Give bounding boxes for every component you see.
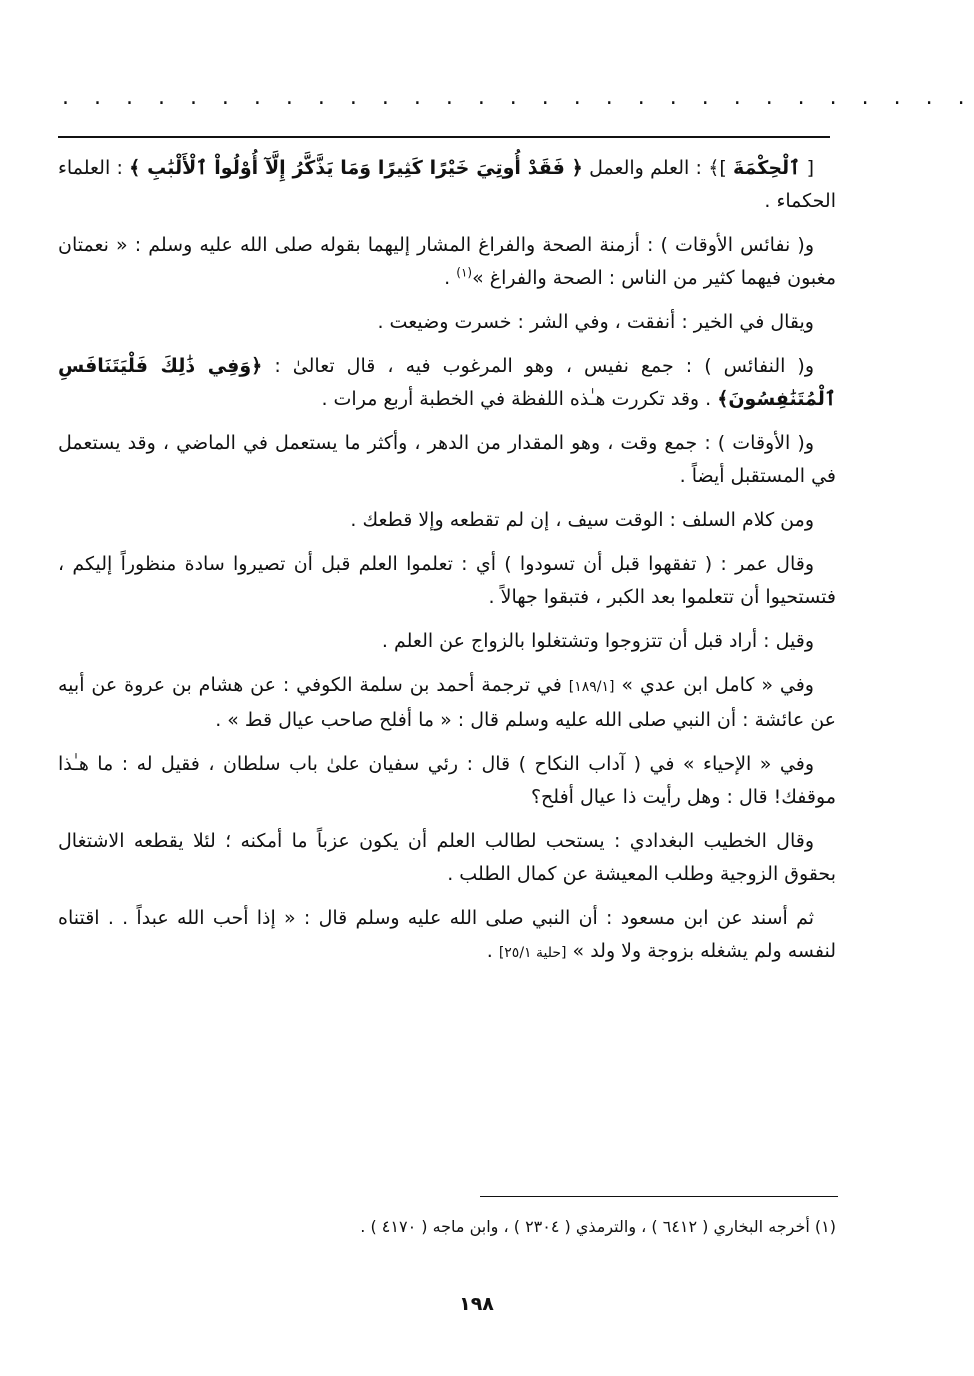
header-rule xyxy=(58,136,830,138)
paragraph-umar xyxy=(58,548,836,614)
paragraph-nafais xyxy=(58,350,836,416)
paragraph-khair-sharr xyxy=(58,306,836,339)
paragraph-ihya xyxy=(58,748,836,814)
paragraph-nafais-awqat xyxy=(58,229,836,295)
paragraph-qila xyxy=(58,625,836,658)
text-segment: في ترجمة أحمد بن سلمة الكوفي : عن هشام بن عروة عن أبيه عن عائشة : أن النبي صلى الله عليه وسلم قال : « ما أفلح صاحب عيال قط » . xyxy=(58,674,836,731)
quran-verse: ﴿ فَقَدْ أُوتِيَ خَيْرًا كَثِيرًا وَمَا يَذَّكَّرُ إِلَّآ أُوْلُواْ ٱلْأَلْبَٰبِ ﴾ xyxy=(129,157,583,179)
text-segment: وفي « الإحياء » في ( آداب النكاح ) قال : رئي سفيان علىٰ باب سلطان ، فقيل له : ما هـٰذا موقفك! قال : وهل رأيت ذا عيال أفلح؟ xyxy=(58,753,836,808)
quran-verse: ٱلْحِكْمَةَ xyxy=(733,157,801,179)
text-segment: و( الأوقات ) : جمع وقت ، وهو المقدار من الدهر ، وأكثر ما يستعمل في الماضي ، وقد يستعمل في المستقبل أيضاً . xyxy=(58,432,836,487)
footnote: (١) أخرجه البخاري ( ٦٤١٢ ) ، والترمذي ( ٢٣٠٤ ) ، وابن ماجه ( ٤١٧٠ ) . xyxy=(360,1217,836,1236)
text-segment: و( النفائس ) : جمع نفيس ، وهو المرغوب فيه ، قال تعالىٰ : xyxy=(262,355,815,377)
text-segment: . xyxy=(486,940,499,962)
footnote-marker: (١) xyxy=(456,265,473,280)
text-segment: وقيل : أراد قبل أن تتزوجوا وتشتغلوا بالزواج عن العلم . xyxy=(381,630,814,652)
text-segment: وفي « كامل ابن عدي » xyxy=(614,674,814,696)
text-segment: . xyxy=(444,267,457,289)
text-segment: ]﴾ : العلم والعمل xyxy=(582,157,734,179)
text-segment: ويقال في الخير : أنفقت ، وفي الشر : خسرت وضيعت . xyxy=(377,311,814,333)
text-segment: ومن كلام السلف : الوقت سيف ، إن لم تقطعه وإلا قطعك . xyxy=(350,509,814,531)
header-dotted-line: . . . . . . . . . . . . . . . . . . . . . . . . . . . . . xyxy=(62,85,974,110)
text-segment: [ xyxy=(800,157,815,179)
paragraph-salaf xyxy=(58,504,836,537)
text-segment: وقال الخطيب البغدادي : يستحب لطالب العلم أن يكون عزباً ما أمكنه ؛ لئلا يقطعه الاشتغال بحقوق الزوجية وطلب المعيشة عن كمال الطلب . xyxy=(58,830,836,885)
footnote-rule xyxy=(480,1196,838,1197)
text-segment: وقال عمر : ( تفقهوا قبل أن تسودوا ) أي : تعلموا العلم قبل أن تصيروا سادة منظوراً إليكم ، فتستحيوا أن تتعلموا بعد الكبر ، فتبقوا جهالاً . xyxy=(58,553,836,608)
source-reference: [١٨٩/١] xyxy=(568,679,615,695)
source-reference: [حلية ٢٥/١] xyxy=(498,945,567,961)
page-number: ١٩٨ xyxy=(459,1293,494,1315)
text-segment: . وقد تكررت هـٰذه اللفظة في الخطبة أربع مرات . xyxy=(321,388,718,410)
paragraph-khatib xyxy=(58,825,836,891)
text-segment: : العلماء الحكماء . xyxy=(58,157,836,212)
paragraph-awqat xyxy=(58,427,836,493)
paragraph-hikma xyxy=(58,152,836,218)
paragraph-ibn-masud xyxy=(58,902,836,970)
commentary-body xyxy=(58,152,836,981)
quran-verse: ﴿وَفِي ذَٰلِكَ فَلْيَتَنَافَسِ ٱلْمُتَنَٰفِسُونَ﴾ xyxy=(58,355,836,410)
paragraph-ibn-adi xyxy=(58,669,836,737)
text-segment: و( نفائس الأوقات ) : أزمنة الصحة والفراغ المشار إليهما بقوله صلى الله عليه وسلم : « نعمتان مغبون فيهما كثير من الناس : الصحة والفراغ » xyxy=(58,234,836,289)
text-segment: ثم أسند عن ابن مسعود : أن النبي صلى الله عليه وسلم قال : « إذا أحب الله عبداً . . اقتناه لنفسه ولم يشغله بزوجة ولا ولد » xyxy=(58,907,836,962)
